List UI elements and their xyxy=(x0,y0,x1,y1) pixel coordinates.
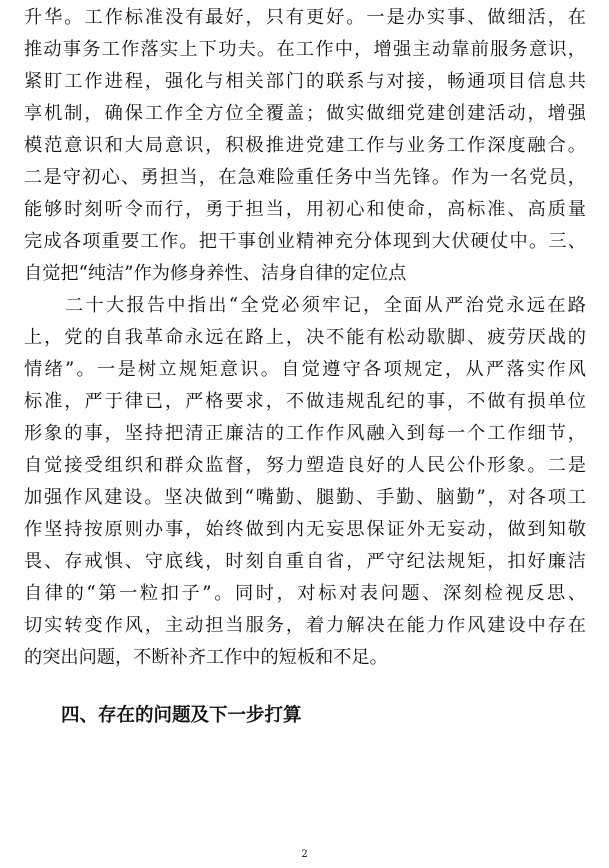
body-text-line: 升华。工作标准没有最好，只有更好。一是办实事、做细活，在 xyxy=(24,7,586,28)
body-text-line: 自觉接受组织和群众监督，努力塑造良好的人民公仆形象。二是 xyxy=(24,455,586,476)
body-text-line: 推动事务工作落实上下功夫。在工作中，增强主动靠前服务意识， xyxy=(24,39,586,60)
body-text-line: 切实转变作风，主动担当服务，着力解决在能力作风建设中存在 xyxy=(24,615,586,636)
body-text-line: 自律的“第一粒扣子”。同时，对标对表问题、深刻检视反思、 xyxy=(24,583,586,604)
body-text-line: 享机制，确保工作全方位全覆盖；做实做细党建创建活动，增强 xyxy=(24,103,586,124)
body-text-line: 能够时刻听令而行，勇于担当，用初心和使命，高标准、高质量 xyxy=(24,199,586,220)
body-text-line: 紧盯工作进程，强化与相关部门的联系与对接，畅通项目信息共 xyxy=(24,71,586,92)
body-text-line: 模范意识和大局意识，积极推进党建工作与业务工作深度融合。 xyxy=(24,135,586,156)
body-text-line: 形象的事，坚持把清正廉洁的工作作风融入到每一个工作细节， xyxy=(24,423,586,444)
body-text-line: 完成各项重要工作。把干事创业精神充分体现到大伏硬仗中。三、 xyxy=(24,231,586,252)
body-text-line: 作坚持按原则办事，始终做到内无妄思保证外无妄动，做到知敬 xyxy=(24,519,586,540)
section-heading: 四、存在的问题及下一步打算 xyxy=(61,705,302,726)
body-text-line: 自觉把“纯洁”作为修身养性、洁身自律的定位点 xyxy=(24,263,407,284)
page-number: 2 xyxy=(301,849,308,860)
body-text-line: 加强作风建设。坚决做到“嘴勤、腿勤、手勤、脑勤”，对各项工 xyxy=(24,487,586,508)
body-text-line: 二十大报告中指出“全党必须牢记，全面从严治党永远在路 xyxy=(24,295,586,316)
body-text-line: 二是守初心、勇担当，在急难险重任务中当先锋。作为一名党员， xyxy=(24,167,586,188)
body-text-line: 上，党的自我革命永远在路上，决不能有松动歇脚、疲劳厌战的 xyxy=(24,327,586,348)
body-text-line: 畏、存戒惧、守底线，时刻自重自省，严守纪法规矩，扣好廉洁 xyxy=(24,551,586,572)
body-text-line: 情绪”。一是树立规矩意识。自觉遵守各项规定，从严落实作风 xyxy=(24,359,586,380)
body-text-line: 标准，严于律已，严格要求，不做违规乱纪的事，不做有损单位 xyxy=(24,391,586,412)
body-text-line: 的突出问题，不断补齐工作中的短板和不足。 xyxy=(24,647,388,668)
